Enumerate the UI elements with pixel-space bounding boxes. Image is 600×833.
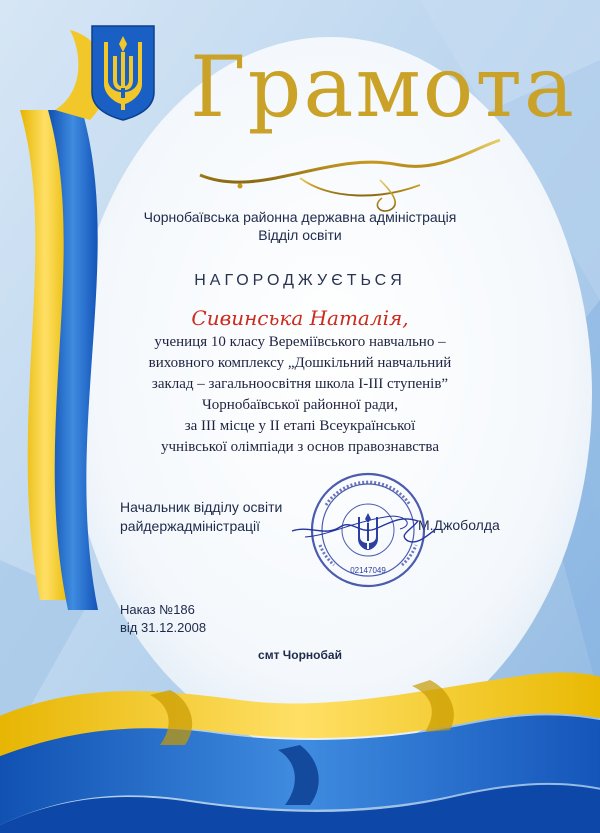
signer-line: Начальник відділу освіти [120,499,283,515]
recipient-name: Сивинська Наталія, [191,306,409,330]
order-number: Наказ №186 [120,602,195,617]
signer-name: М.Джоболда [418,517,500,533]
official-stamp [290,465,440,595]
award-description [0,332,600,458]
signer-line: райдержадміністрації [120,518,261,534]
signer-title [120,498,282,536]
order-info [120,601,206,637]
issuer-line: Відділ освіти [258,227,342,243]
awarded-label: НАГОРОДЖУЄТЬСЯ [194,272,406,289]
description-line: учнівської олімпіади з основ правознавства [161,439,439,455]
description-line: за ІІІ місце у ІІ етапі Всеукраїнської [184,418,416,434]
issuer-block [0,208,600,244]
stamp-code: 02147049 [350,566,386,575]
certificate-title: Грамота [190,38,576,136]
issuer-line: Чорнобаївська районна державна адміністрація [143,209,457,225]
trident-icon [88,22,158,122]
description-line: заклад – загальноосвітня школа І-ІІІ ступенів” [151,376,449,392]
description-line: учениця 10 класу Вереміївського навчально – [154,334,446,350]
order-date: від 31.12.2008 [120,620,207,635]
description-line: виховного комплексу „Дошкільний навчальний [148,355,452,371]
issue-place: смт Чорнобай [258,648,342,662]
description-line: Чорнобаївської районної ради, [202,397,398,413]
